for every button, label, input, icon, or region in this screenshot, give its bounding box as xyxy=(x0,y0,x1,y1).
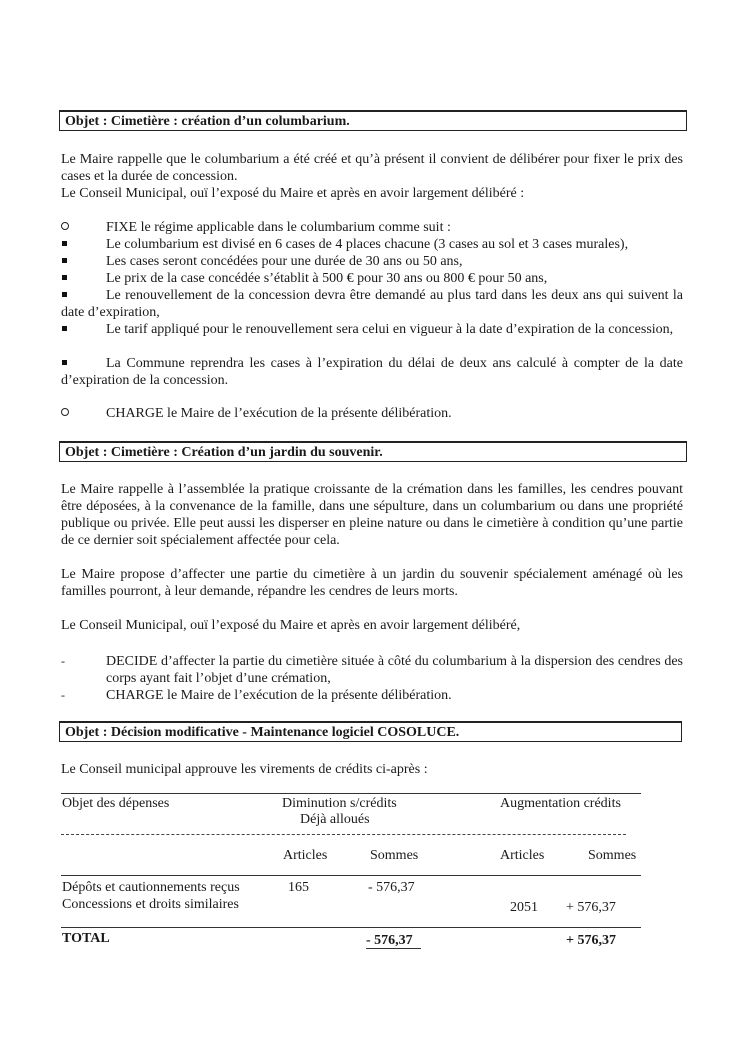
table-dashed-rule xyxy=(61,834,626,835)
col-header-objet: Objet des dépenses xyxy=(62,796,170,811)
paragraph: Le Conseil municipal approuve les virements de crédits ci-après : xyxy=(61,762,428,777)
square-bullet-icon xyxy=(61,321,77,338)
row-aug-somme: + 576,37 xyxy=(566,900,616,915)
square-bullet-icon xyxy=(61,236,77,253)
subheader-sommes: Sommes xyxy=(370,848,419,863)
square-bullet-icon xyxy=(61,287,77,304)
section-header-columbarium: Objet : Cimetière : création d’un columbarium. xyxy=(59,111,687,131)
subheader-articles: Articles xyxy=(500,848,545,863)
subheader-sommes: Sommes xyxy=(588,848,637,863)
col-header-diminution-sub: Déjà alloués xyxy=(300,812,370,827)
paragraph: Le Conseil Municipal, ouï l’exposé du Maire et après en avoir largement délibéré, xyxy=(61,618,521,633)
dash-bullet-icon xyxy=(61,687,77,704)
total-diminution: - 576,37 xyxy=(366,933,413,948)
paragraph: Le Maire rappelle à l’assemblée la pratique croissante de la crémation dans les familles, les cendres pouvant être déposées, à la convenance de la famille, dans une sépulture, dans un columbarium ou dans une propriété publique ou privée. Elle peut aussi les disperser en pleine nature ou dans le cimetière à condition qu’une partie de ce dernier soit spécialement affectée pour cela. xyxy=(61,482,683,548)
circle-bullet-icon xyxy=(61,405,77,422)
dash-bullet-icon xyxy=(61,653,77,670)
row-aug-article: 2051 xyxy=(510,900,538,915)
row-objet: Concessions et droits similaires xyxy=(62,897,239,912)
section-header-jardin-souvenir: Objet : Cimetière : Création d’un jardin du souvenir. xyxy=(59,442,687,462)
col-header-diminution: Diminution s/crédits xyxy=(282,796,397,811)
paragraph: Le Maire rappelle que le columbarium a été créé et qu’à présent il convient de délibérer pour fixer le prix des cases et la durée de concession. xyxy=(61,152,683,184)
row-dim-somme: - 576,37 xyxy=(368,880,415,895)
square-bullet-icon xyxy=(61,253,77,270)
circle-bullet-icon xyxy=(61,219,77,236)
table-rule xyxy=(61,875,641,876)
square-bullet-icon xyxy=(61,270,77,287)
document-page: Objet : Cimetière : création d’un columbarium. Le Maire rappelle que le columbarium a été créé et qu’à présent il convient de délibérer pour fixer le prix des cases et la durée de concession. Le Conseil Municipal, ouï l’exposé du Maire et après en avoir largement délibéré : FIXE le régime applicable dans le columbarium comme suit : Le columbarium est divisé en 6 cases de 4 places chacune (3 cases au sol et 3 cases murales), Les cases seront concédées pour une durée de 30 ans ou 50 ans, Le prix de la case concédée s’établit à 500 € pour 30 ans ou 800 € pour 50 ans, Le renouvellement de la concession devra être demandé au plus tard dans les deux ans qui suivent la date d’expiration, Le tarif appliqué pour le renouvellement sera celui en vigueur à la date d’expiration de la concession, La Commune reprendra les cases à l’expiration du délai de deux ans calculé à compter de la date d’expiration de la concession. CHARGE le Maire de l’exécution de la présente délibération. Objet : Cimetière : Création d’un jardin du souvenir. Le Maire rappelle à l’assemblée la pratique croissante de la crémation dans les familles, les cendres pouvant être déposées, à la convenance de la famille, dans une sépulture, dans un columbarium ou dans une propriété publique ou privée. Elle peut aussi les disperser en pleine nature ou dans le cimetière à condition qu’une partie de ce dernier soit spécialement affectée pour cela. Le Maire propose d’affecter une partie du cimetière à un jardin du souvenir spécialement aménagé où les familles pourront, à leur demande, répandre les cendres de leurs morts. Le Conseil Municipal, ouï l’exposé du Maire et après en avoir largement délibéré, - DECIDE d’affecter la partie du cimetière située à côté du columbarium à la dispersion des cendres des corps ayant fait l’objet d’une crémation, - CHARGE le Maire de l’exécution de la présente délibération. Objet : Décision modificative - Maintenance logiciel COSOLUCE. Le Conseil municipal approuve les virements de crédits ci-après : Objet des dépenses Diminution s/crédits Déjà alloués Augmentation crédits Articles Sommes Articles Sommes Dépôts et cautionnements reçus 165 - 576,37 Concessions et droits similaires 2051 + 576,37 TOTAL - 576,37 + 576,37 xyxy=(0,0,750,1060)
total-label: TOTAL xyxy=(62,931,110,946)
col-header-augmentation: Augmentation crédits xyxy=(500,796,621,811)
subheader-articles: Articles xyxy=(283,848,328,863)
table-rule xyxy=(61,927,641,928)
section-header-decision-modificative: Objet : Décision modificative - Maintenance logiciel COSOLUCE. xyxy=(59,722,682,742)
row-objet: Dépôts et cautionnements reçus xyxy=(62,880,240,895)
table-rule xyxy=(366,948,421,949)
table-rule xyxy=(61,793,641,794)
paragraph: Le Maire propose d’affecter une partie du cimetière à un jardin du souvenir spécialement aménagé où les familles pourront, à leur demande, répandre les cendres de leurs morts. xyxy=(61,567,683,599)
square-bullet-icon xyxy=(61,355,77,372)
row-dim-article: 165 xyxy=(288,880,309,895)
paragraph: Le Conseil Municipal, ouï l’exposé du Maire et après en avoir largement délibéré : xyxy=(61,186,525,201)
total-augmentation: + 576,37 xyxy=(566,933,616,948)
